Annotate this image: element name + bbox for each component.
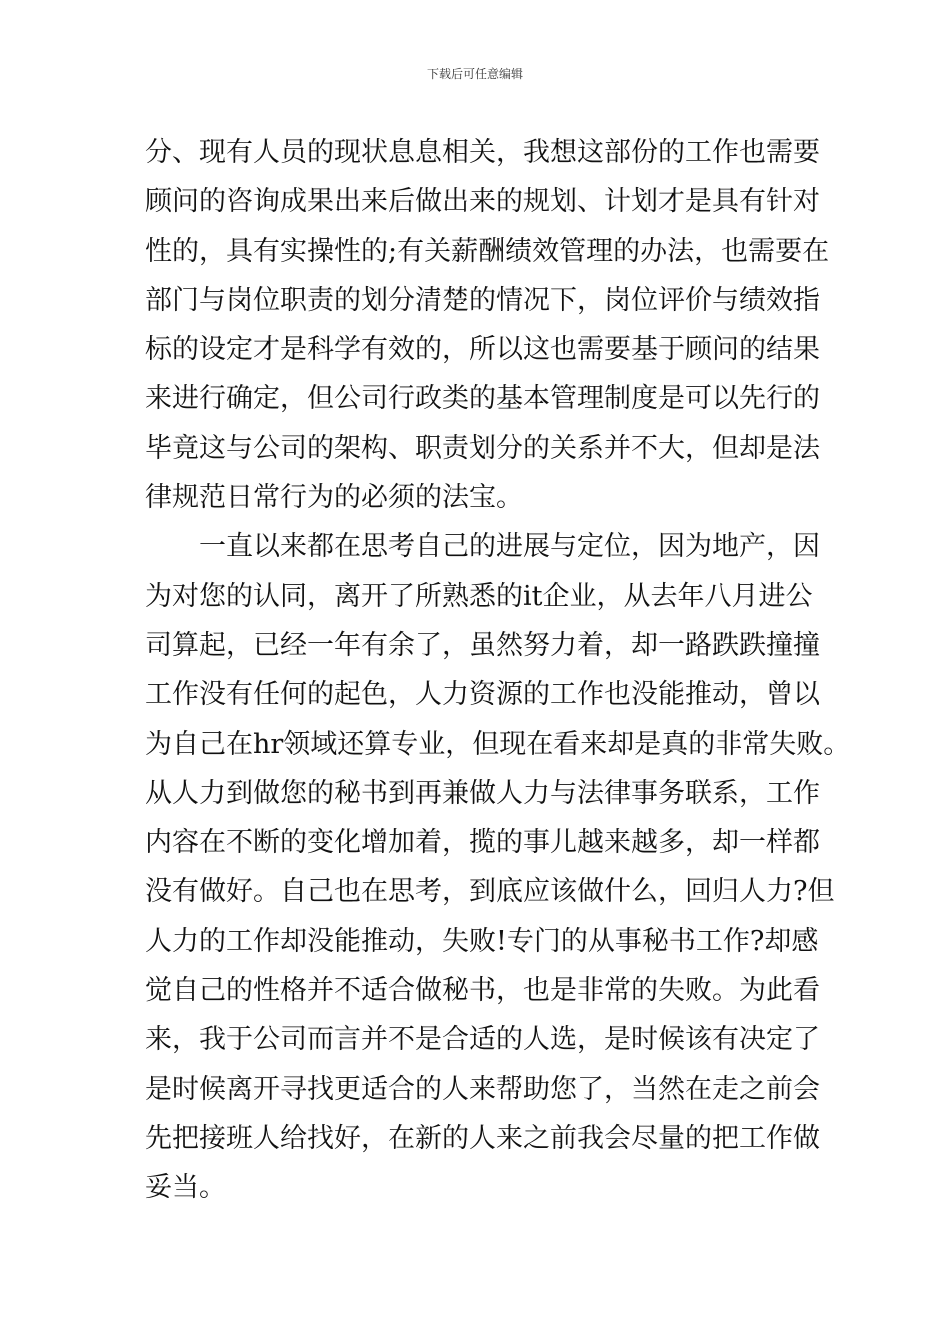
text-line: 工作没有任何的起色，人力资源的工作也没能推动，曾以	[145, 679, 820, 711]
text-line: 一直以来都在思考自己的进展与定位，因为地产，因	[145, 531, 820, 563]
text-line: 来，我于公司而言并不是合适的人选，是时候该有决定了	[145, 1024, 820, 1056]
text-line: 从人力到做您的秘书到再兼做人力与法律事务联系，工作	[145, 777, 820, 809]
text-line: 先把接班人给找好，在新的人来之前我会尽量的把工作做	[145, 1122, 820, 1154]
text-line: 毕竟这与公司的架构、职责划分的关系并不大，但却是法	[145, 432, 820, 464]
text-line: 是时候离开寻找更适合的人来帮助您了，当然在走之前会	[145, 1073, 820, 1105]
text-line: 律规范日常行为的必须的法宝。	[145, 482, 523, 514]
text-line: 妥当。	[145, 1172, 226, 1204]
text-line: 为对您的认同，离开了所熟悉的it企业，从去年八月进公	[145, 580, 813, 612]
page-header: 下载后可任意编辑	[426, 67, 523, 81]
text-line: 来进行确定，但公司行政类的基本管理制度是可以先行的	[145, 383, 820, 415]
text-line: 部门与岗位职责的划分清楚的情况下，岗位评价与绩效指	[145, 284, 820, 316]
text-line: 没有做好。自己也在思考，到底应该做什么，回归人力?但	[145, 876, 835, 908]
text-line: 为自己在hr领域还算专业，但现在看来却是真的非常失败。	[145, 728, 851, 760]
text-line: 性的，具有实操性的;有关薪酬绩效管理的办法，也需要在	[145, 235, 830, 267]
text-line: 标的设定才是科学有效的，所以这也需要基于顾问的结果	[145, 334, 820, 366]
document-body	[145, 128, 851, 1213]
text-line: 分、现有人员的现状息息相关，我想这部份的工作也需要	[145, 137, 820, 168]
text-line: 内容在不断的变化增加着，揽的事儿越来越多，却一样都	[145, 827, 820, 859]
text-line: 觉自己的性格并不适合做秘书，也是非常的失败。为此看	[145, 975, 820, 1007]
text-line: 司算起，已经一年有余了，虽然努力着，却一路跌跌撞撞	[145, 629, 820, 661]
text-line: 顾问的咨询成果出来后做出来的规划、计划才是具有针对	[145, 186, 820, 218]
text-line: 人力的工作却没能推动，失败!专门的从事秘书工作?却感	[145, 925, 819, 957]
